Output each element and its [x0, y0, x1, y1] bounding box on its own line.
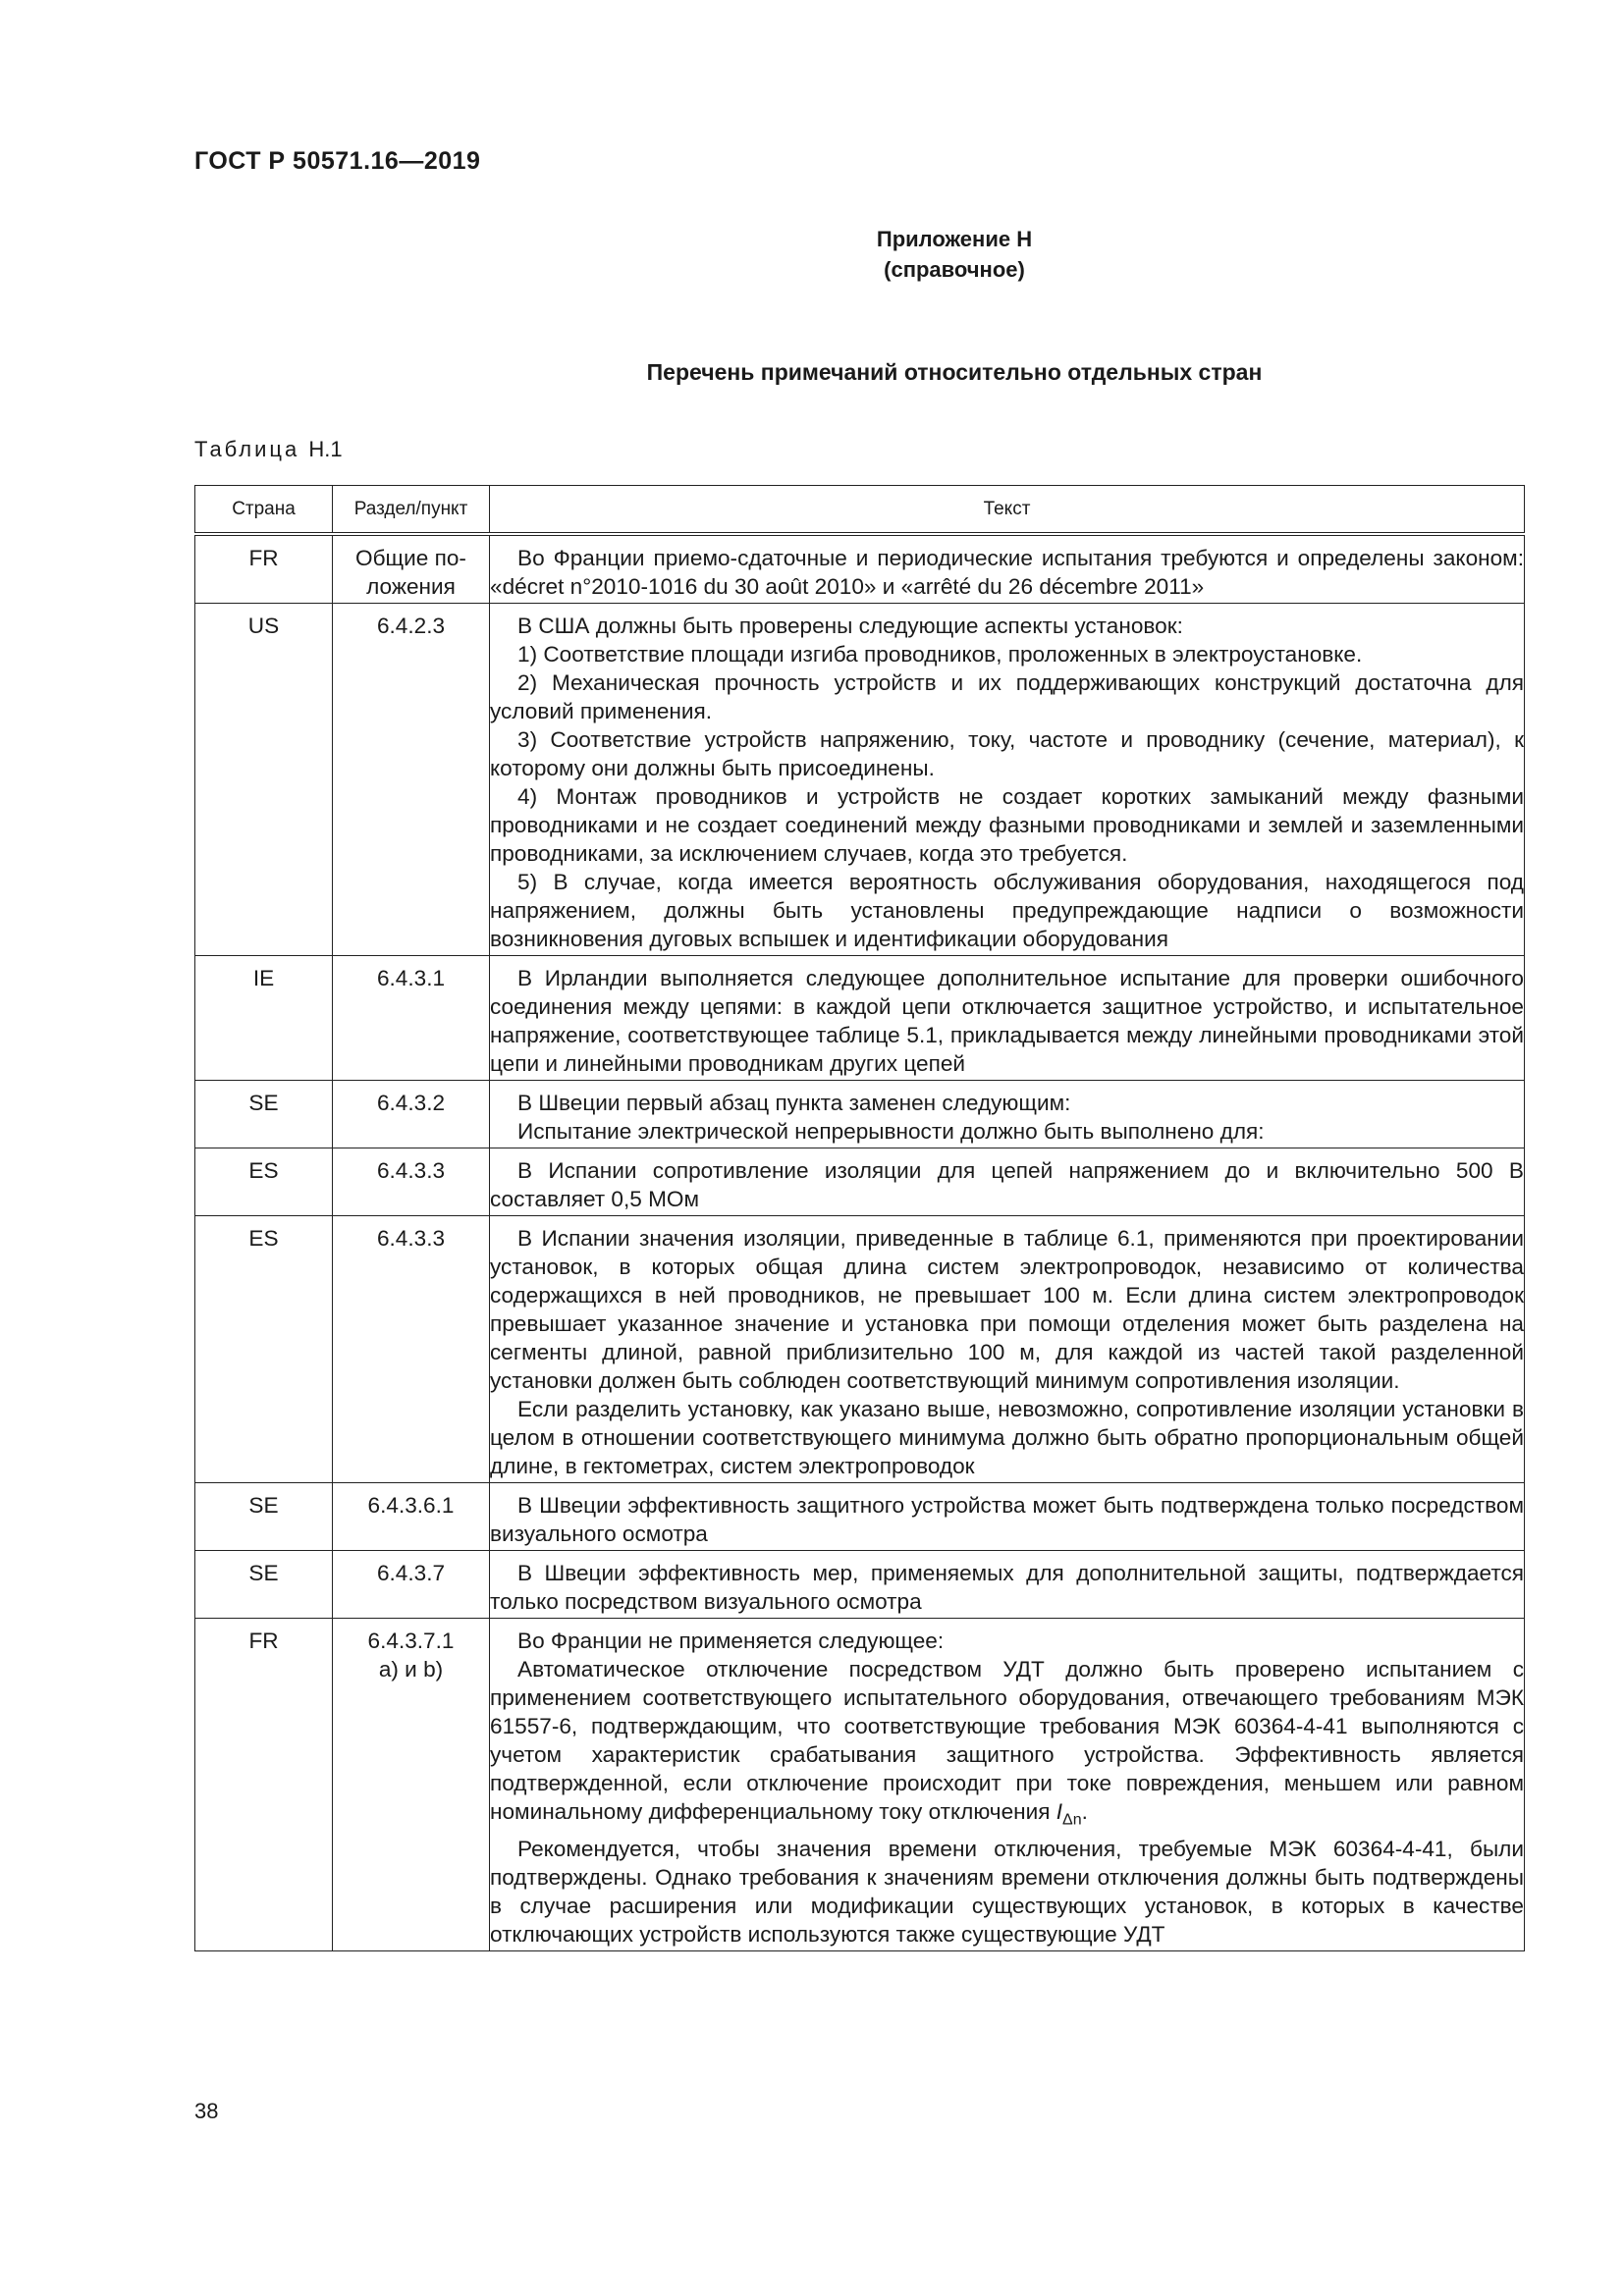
- table-row: [195, 534, 1525, 604]
- note-text-cell: [490, 1148, 1525, 1216]
- clause-line: 6.4.3.7.1: [367, 1629, 455, 1653]
- country-cell: IE: [195, 956, 333, 1081]
- note-paragraph: 4) Монтаж проводников и устройств не создает коротких замыканий между фазными проводниками и не создает соединений между фазными проводниками и землей и заземленными проводниками, за исключением случаев, когда это требуется.: [490, 784, 1524, 866]
- clause-line: 6.4.3.7: [376, 1561, 446, 1585]
- note-paragraph: В США должны быть проверены следующие аспекты установок:: [517, 614, 1183, 638]
- note-paragraph: В Швеции эффективность защитного устройства может быть подтверждена только посредством визуального осмотра: [490, 1493, 1524, 1546]
- clause-line: а) и b): [378, 1657, 444, 1682]
- country-cell: US: [195, 604, 333, 956]
- clause-line: ложения: [366, 574, 456, 599]
- table-row: [195, 1483, 1525, 1551]
- table-caption: [194, 437, 343, 462]
- clause-cell: [333, 1483, 490, 1551]
- clause-cell: [333, 1081, 490, 1148]
- appendix-label: Приложение Н: [876, 227, 1033, 251]
- note-paragraph: Во Франции приемо-сдаточные и периодические испытания требуются и определены законом: «décret n°2010-1016 du 30 août 2010» и «arrêté du 26 décembre 2011»: [490, 546, 1524, 599]
- clause-line: 6.4.2.3: [376, 614, 446, 638]
- column-header-clause: Раздел/пункт: [333, 486, 490, 535]
- note-text-cell: [490, 534, 1525, 604]
- clause-cell: [333, 1148, 490, 1216]
- note-paragraph: 2) Механическая прочность устройств и их поддерживающих конструкций достаточна для условий применения.: [490, 670, 1524, 723]
- column-header-country: Страна: [195, 486, 333, 535]
- table-row: [195, 1551, 1525, 1619]
- clause-line: 6.4.3.1: [376, 966, 446, 990]
- table-row: [195, 604, 1525, 956]
- note-paragraph: Автоматическое отключение посредством УДТ должно быть проверено испытанием с применением соответствующего испытательного оборудования, отвечающего требованиям МЭК 61557-6, подтверждающим, что соответствующие требования МЭК 60364-4-41 выполняются с учетом характеристик срабатывания защитного устройства. Эффективность является подтвержденной, если отключение происходит при токе повреждения, меньшем или равном номинальному дифференциальному току отключения $I_{\Delta n}$.: [490, 1657, 1524, 1829]
- clause-cell: [333, 1216, 490, 1483]
- country-cell: SE: [195, 1483, 333, 1551]
- column-header-text: Текст: [490, 486, 1525, 535]
- note-paragraph: Во Франции не применяется следующее:: [517, 1629, 945, 1653]
- note-text-cell: [490, 1216, 1525, 1483]
- note-paragraph: В Швеции эффективность мер, применяемых для дополнительной защиты, подтверждается только посредством визуального осмотра: [490, 1561, 1524, 1614]
- note-paragraph: 3) Соответствие устройств напряжению, току, частоте и проводнику (сечение, материал), к которому они должны быть присоединены.: [490, 727, 1524, 780]
- table-row: [195, 1216, 1525, 1483]
- country-cell: FR: [195, 1619, 333, 1951]
- table-row: [195, 1081, 1525, 1148]
- note-paragraph: В Ирландии выполняется следующее дополнительное испытание для проверки ошибочного соединения между цепями: в каждой цепи отключается защитное устройство, и испытательное напряжение, соответствующее таблице 5.1, прикладывается между линейными проводниками этой цепи и линейными проводникам других цепей: [490, 966, 1524, 1076]
- page-number: 38: [194, 2099, 219, 2123]
- clause-cell: [333, 1551, 490, 1619]
- note-text-cell: [490, 1081, 1525, 1148]
- note-text-cell: [490, 1483, 1525, 1551]
- note-text-cell: [490, 1619, 1525, 1951]
- clause-cell: [333, 534, 490, 604]
- table-caption-word: Таблица: [194, 437, 300, 461]
- country-cell: FR: [195, 534, 333, 604]
- note-paragraph: В Испании значения изоляции, приведенные в таблице 6.1, применяются при проектировании установок, в которых общая длина систем электропроводок, независимо от количества содержащихся в ней проводников, не превышает 100 м. Если длина систем электропроводок превышает указанное значение и установка при помощи отделения может быть разделена на сегменты длиной, равной приблизительно 100 м, для каждой из частей такой разделенной установки должен быть соблюден соответствующий минимум сопротивления изоляции.: [490, 1226, 1524, 1393]
- note-paragraph: В Швеции первый абзац пункта заменен следующим:: [517, 1091, 1071, 1115]
- country-cell: SE: [195, 1081, 333, 1148]
- appendix-heading: [0, 224, 1624, 285]
- clause-line: 6.4.3.6.1: [367, 1493, 455, 1518]
- clause-cell: [333, 1619, 490, 1951]
- clause-line: 6.4.3.2: [376, 1091, 446, 1115]
- table-body: [195, 534, 1525, 1950]
- appendix-title: Перечень примечаний относительно отдельных стран: [646, 359, 1263, 385]
- note-text-cell: [490, 956, 1525, 1081]
- note-text-cell: [490, 1551, 1525, 1619]
- table-row: [195, 956, 1525, 1081]
- table-header-row: [195, 486, 1525, 535]
- table-row: [195, 1148, 1525, 1216]
- clause-line: 6.4.3.3: [376, 1158, 446, 1183]
- note-paragraph: Рекомендуется, чтобы значения времени отключения, требуемые МЭК 60364-4-41, были подтверждены. Однако требования к значениям времени отключения должны быть подтверждены в случае расширения или модификации существующих установок, в которых в качестве отключающих устройств используются также существующие УДТ: [490, 1836, 1524, 1947]
- appendix-status: (справочное): [884, 257, 1025, 282]
- clause-cell: [333, 956, 490, 1081]
- country-cell: ES: [195, 1148, 333, 1216]
- document-code: ГОСТ Р 50571.16—2019: [194, 147, 481, 175]
- table-caption-number: Н.1: [308, 437, 343, 461]
- note-paragraph: Если разделить установку, как указано выше, невозможно, сопротивление изоляции установки в целом в отношении соответствующего минимума должно быть обратно пропорциональным общей длине, в гектометрах, систем электропроводок: [490, 1397, 1524, 1478]
- country-notes-table: [194, 485, 1525, 1951]
- note-paragraph: В Испании сопротивление изоляции для цепей напряжением до и включительно 500 В составляет 0,5 МОм: [490, 1158, 1524, 1211]
- clause-cell: [333, 604, 490, 956]
- country-cell: SE: [195, 1551, 333, 1619]
- note-paragraph: 5) В случае, когда имеется вероятность обслуживания оборудования, находящегося под напряжением, должны быть установлены предупреждающие надписи о возможности возникновения дуговых вспышек и идентификации оборудования: [490, 870, 1524, 951]
- note-paragraph: 1) Соответствие площади изгиба проводников, проложенных в электроустановке.: [517, 642, 1363, 667]
- note-text-cell: [490, 604, 1525, 956]
- clause-line: Общие по-: [355, 546, 466, 570]
- note-paragraph: Испытание электрической непрерывности должно быть выполнено для:: [517, 1119, 1265, 1144]
- country-cell: ES: [195, 1216, 333, 1483]
- table-row: [195, 1619, 1525, 1951]
- clause-line: 6.4.3.3: [376, 1226, 446, 1251]
